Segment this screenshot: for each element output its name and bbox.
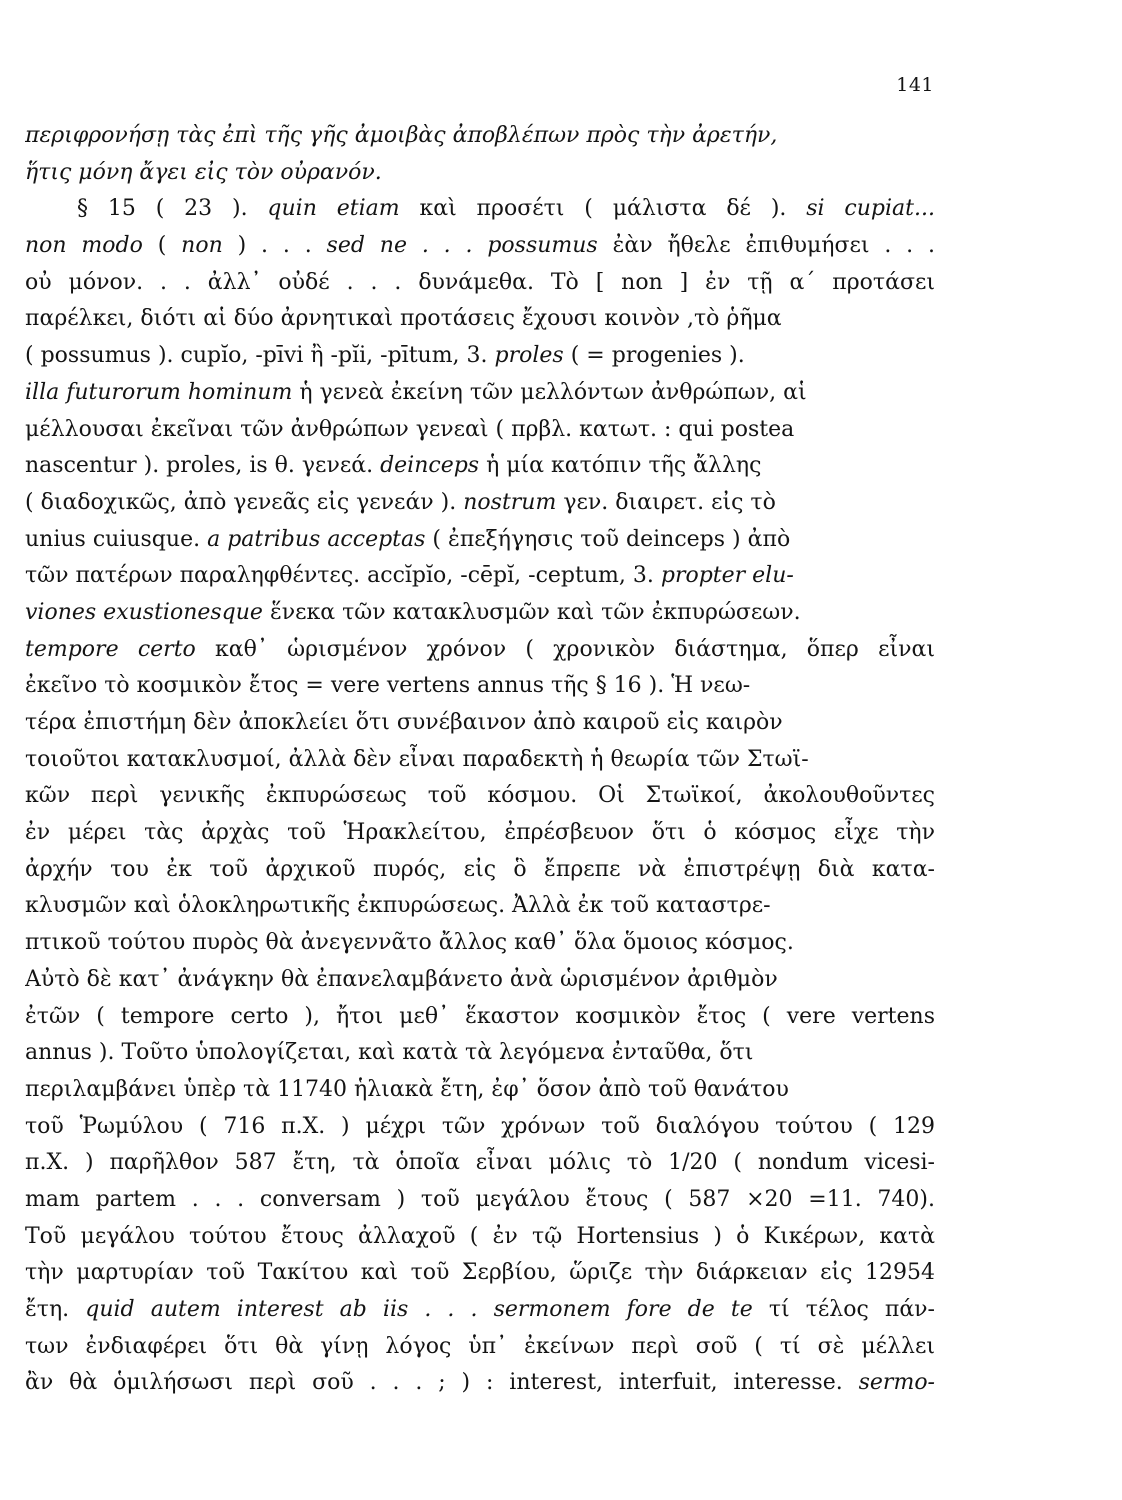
text-segment: ) . . . bbox=[222, 233, 327, 259]
text-segment: κλυσμῶν καὶ ὁλοκληρωτικῆς ἐκπυρώσεως. Ἀλλὰ ἐκ τοῦ καταστρε- bbox=[25, 893, 771, 919]
text-segment: τί τέλος πάν- bbox=[752, 1297, 935, 1322]
text-line bbox=[25, 1329, 935, 1366]
text-line bbox=[25, 1035, 935, 1072]
text-line bbox=[25, 888, 935, 925]
text-line bbox=[25, 852, 935, 889]
latin-phrase: illa futurorum hominum bbox=[25, 379, 293, 405]
page-number: 141 bbox=[896, 74, 934, 96]
latin-phrase: quid autem interest ab iis . . . sermonem fore de te bbox=[85, 1297, 753, 1322]
latin-phrase: a patribus acceptas bbox=[207, 526, 426, 552]
text-line bbox=[25, 191, 935, 228]
text-line bbox=[25, 632, 935, 669]
text-segment: πτικοῦ τούτου πυρὸς θὰ ἀνεγεννᾶτο ἄλλος καθ᾽ ὅλα ὅμοιος κόσμος. bbox=[25, 930, 794, 956]
latin-phrase: non modo bbox=[25, 233, 143, 259]
text-line bbox=[25, 705, 935, 742]
text-segment: ( possumus ). cupĭo, -pīvi ἢ -pĭi, -pītum, 3. bbox=[25, 343, 495, 369]
text-segment: Τοῦ μεγάλου τούτου ἔτους ἀλλαχοῦ ( ἐν τῷ Hortensius ) ὁ Κικέρων, κατὰ bbox=[25, 1223, 935, 1249]
text-segment: Αὐτὸ δὲ κατ᾽ ἀνάγκην θὰ ἐπανελαμβάνετο ἀνὰ ὡρισμένον ἀριθμὸν bbox=[25, 966, 778, 992]
text-segment: ἀρχήν του ἐκ τοῦ ἀρχικοῦ πυρός, εἰς ὃ ἔπρεπε νὰ ἐπιστρέψῃ διὰ κατα- bbox=[25, 856, 935, 882]
text-line bbox=[25, 228, 935, 265]
latin-phrase: sermo- bbox=[858, 1370, 935, 1396]
text-segment: των ἐνδιαφέρει ὅτι θὰ γίνῃ λόγος ὑπ᾽ ἐκείνων περὶ σοῦ ( τί σὲ μέλλει bbox=[25, 1333, 935, 1359]
text-segment: § 15 ( 23 ). bbox=[77, 196, 268, 222]
text-segment: ἂν θὰ ὁμιλήσωσι περὶ σοῦ . . . ; ) : interest, interfuit, interesse. bbox=[25, 1370, 859, 1396]
text-segment: mam partem . . . conversam ) τοῦ μεγάλου ἔτους ( 587 ×20 =11. 740). bbox=[25, 1186, 935, 1212]
text-line bbox=[25, 338, 935, 375]
text-segment: τέρα ἐπιστήμη δὲν ἀποκλείει ὅτι συνέβαινον ἀπὸ καιροῦ εἰς καιρὸν bbox=[25, 710, 783, 735]
body-text bbox=[25, 118, 935, 1402]
text-line bbox=[25, 118, 935, 155]
text-segment: περιλαμβάνει ὑπὲρ τὰ 11740 ἡλιακὰ ἔτη, ἐφ᾽ ὅσον ἀπὸ τοῦ θανάτου bbox=[25, 1076, 789, 1102]
text-line bbox=[25, 375, 935, 412]
text-segment: μέλλουσαι ἐκεῖναι τῶν ἀνθρώπων γενεαὶ ( πρβλ. κατωτ. : qui postea bbox=[25, 416, 795, 442]
text-line bbox=[25, 1182, 935, 1219]
text-segment: nascentur ). proles, is θ. γενεά. bbox=[25, 453, 381, 479]
text-segment: ( ἐπεξήγησις τοῦ deinceps ) ἀπὸ bbox=[425, 526, 791, 552]
latin-phrase: deinceps bbox=[380, 453, 480, 479]
text-segment: τοιοῦτοι κατακλυσμοί, ἀλλὰ δὲν εἶναι παραδεκτὴ ἡ θεωρία τῶν Στωϊ- bbox=[25, 746, 809, 772]
text-line bbox=[25, 558, 935, 595]
text-line bbox=[25, 668, 935, 705]
latin-phrase: sed ne . . . possumus bbox=[326, 233, 598, 259]
text-segment: ( = progenies ). bbox=[563, 343, 745, 369]
latin-phrase: περιφρονήσῃ τὰς ἐπὶ τῆς γῆς ἀμοιβὰς ἀποβλέπων πρὸς τὴν ἀρετήν, bbox=[25, 123, 778, 148]
text-segment: τοῦ Ῥωμύλου ( 716 π.Χ. ) μέχρι τῶν χρόνων τοῦ διαλόγου τούτου ( 129 bbox=[25, 1113, 935, 1139]
text-segment: ( bbox=[142, 233, 182, 259]
text-segment: ἡ μία κατόπιν τῆς ἄλλης bbox=[479, 453, 762, 479]
text-segment: καὶ προσέτι ( μάλιστα δέ ). bbox=[399, 196, 807, 222]
text-segment: π.Χ. ) παρῆλθον 587 ἔτη, τὰ ὁποῖα εἶναι μόλις τὸ 1/20 ( nondum vicesi- bbox=[25, 1150, 935, 1176]
text-line bbox=[25, 301, 935, 338]
text-line bbox=[25, 1109, 935, 1146]
text-line bbox=[25, 1255, 935, 1292]
latin-phrase: nostrum bbox=[463, 489, 557, 515]
text-line bbox=[25, 412, 935, 449]
text-line bbox=[25, 448, 935, 485]
text-line bbox=[25, 485, 935, 522]
text-line bbox=[25, 1219, 935, 1256]
text-segment: κῶν περὶ γενικῆς ἐκπυρώσεως τοῦ κόσμου. Οἱ Στωϊκοί, ἀκολουθοῦντες bbox=[25, 783, 935, 809]
text-segment: ἐκεῖνο τὸ κοσμικὸν ἔτος = vere vertens annus τῆς § 16 ). Ἡ νεω- bbox=[25, 673, 751, 699]
latin-phrase: non bbox=[181, 233, 223, 259]
text-line bbox=[25, 1072, 935, 1109]
latin-phrase: viones exustionesque bbox=[25, 599, 263, 625]
latin-phrase: proles bbox=[494, 343, 564, 369]
text-line bbox=[25, 265, 935, 302]
text-line bbox=[25, 1292, 935, 1329]
text-segment: unius cuiusque. bbox=[25, 526, 208, 552]
text-line bbox=[25, 595, 935, 632]
text-segment: ἐὰν ἤθελε ἐπιθυμήσει . . . bbox=[597, 233, 935, 259]
latin-phrase: tempore certo bbox=[25, 636, 196, 662]
text-segment: καθ᾽ ὡρισμένον χρόνον ( χρονικὸν διάστημα, ὅπερ εἶναι bbox=[195, 636, 935, 662]
text-segment: ἔτη. bbox=[25, 1297, 86, 1322]
text-line bbox=[25, 742, 935, 779]
text-segment: γεν. διαιρετ. εἰς τὸ bbox=[556, 489, 776, 515]
text-segment: ἡ γενεὰ ἐκείνη τῶν μελλόντων ἀνθρώπων, αἱ bbox=[292, 379, 807, 405]
latin-phrase: si cupiat... bbox=[806, 196, 935, 222]
latin-phrase: propter elu- bbox=[660, 563, 794, 589]
text-line bbox=[25, 1365, 935, 1402]
text-line bbox=[25, 962, 935, 999]
text-segment: ἕνεκα τῶν κατακλυσμῶν καὶ τῶν ἐκπυρώσεων. bbox=[262, 599, 801, 625]
text-line bbox=[25, 1145, 935, 1182]
text-segment: παρέλκει, διότι αἱ δύο ἀρνητικαὶ προτάσεις ἔχουσι κοινὸν ,τὸ ῥῆμα bbox=[25, 306, 782, 332]
text-line bbox=[25, 522, 935, 559]
text-segment: τὴν μαρτυρίαν τοῦ Τακίτου καὶ τοῦ Σερβίου, ὥριζε τὴν διάρκειαν εἰς 12954 bbox=[25, 1260, 935, 1286]
text-segment: οὐ μόνον. . . ἀλλ᾽ οὐδέ . . . δυνάμεθα. Τὸ [ non ] ἐν τῇ α΄ προτάσει bbox=[25, 269, 935, 295]
text-segment: annus ). Τοῦτο ὑπολογίζεται, καὶ κατὰ τὰ λεγόμενα ἐνταῦθα, ὅτι bbox=[25, 1040, 754, 1066]
text-segment: ἐτῶν ( tempore certo ), ἤτοι μεθ᾽ ἕκαστον κοσμικὸν ἔτος ( vere vertens bbox=[25, 1003, 935, 1029]
text-segment: τῶν πατέρων παραληφθέντες. accĭpĭo, -cēpĭ, -ceptum, 3. bbox=[25, 563, 661, 589]
latin-phrase: ἥτις μόνη ἄγει εἰς τὸν οὐρανόν. bbox=[25, 159, 382, 185]
text-line bbox=[25, 778, 935, 815]
text-line bbox=[25, 999, 935, 1036]
text-line bbox=[25, 155, 935, 192]
text-segment: ( διαδοχικῶς, ἀπὸ γενεᾶς εἰς γενεάν ). bbox=[25, 489, 464, 515]
text-line bbox=[25, 925, 935, 962]
latin-phrase: quin etiam bbox=[267, 196, 400, 222]
text-line bbox=[25, 815, 935, 852]
text-segment: ἐν μέρει τὰς ἀρχὰς τοῦ Ἡρακλείτου, ἐπρέσβευον ὅτι ὁ κόσμος εἶχε τὴν bbox=[25, 820, 935, 846]
